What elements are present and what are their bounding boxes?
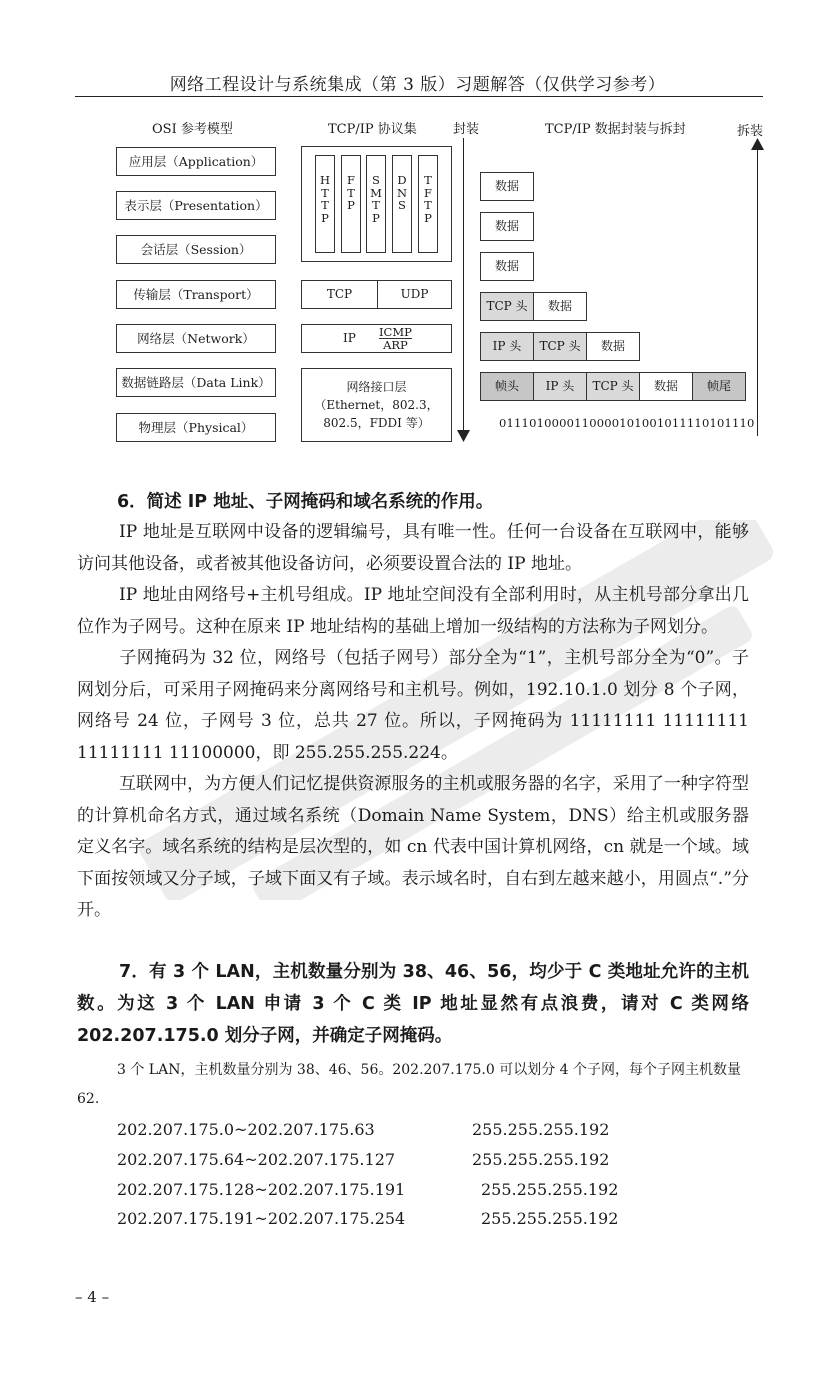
encap-arrow-head-icon bbox=[457, 430, 470, 442]
session-data-cell: 数据 bbox=[480, 252, 534, 281]
pres-data-cell: 数据 bbox=[480, 212, 534, 241]
frame-header: 帧头 bbox=[480, 372, 534, 401]
packet-ip-header: IP 头 bbox=[480, 332, 534, 361]
protocol-udp: UDP bbox=[377, 280, 452, 309]
osi-layer-network: 网络层（Network） bbox=[116, 324, 276, 353]
osi-layer-datalink: 数据链路层（Data Link） bbox=[116, 368, 276, 397]
osi-layer-presentation: 表示层（Presentation） bbox=[116, 191, 276, 220]
netif-title: 网络接口层 bbox=[346, 380, 407, 394]
decap-label: 拆装 bbox=[737, 124, 764, 139]
q6-paragraph: 互联网中，为方便人们记忆提供资源服务的主机或服务器的名字，采用了一种字符型的计算机命名方式，通过域名系统（Domain Name System，DNS）给主机或服务器定义名字。域名系统的结构是层次型的，如 cn 代表中国计算机网络，cn 就是一个域。域下面按领域又分子域，子域下面又有子域。表示域名时，自右到左越来越小，用圆点“.”分开。 bbox=[77, 774, 749, 920]
tcpip-title: TCP/IP 协议集 bbox=[328, 122, 417, 137]
protocol-label: F T P bbox=[347, 173, 355, 212]
subnet-mask: 255.255.255.192 bbox=[472, 1150, 610, 1169]
netif-line2: （Ethernet，802.3， bbox=[314, 398, 439, 412]
frame-data: 数据 bbox=[639, 372, 693, 401]
osi-layer-session: 会话层（Session） bbox=[116, 235, 276, 264]
osi-title: OSI 参考模型 bbox=[152, 122, 233, 137]
protocol-tftp bbox=[418, 155, 438, 253]
subnet-mask: 255.255.255.192 bbox=[472, 1120, 610, 1139]
decap-arrow-head-icon bbox=[751, 138, 764, 150]
q6-heading: 6．简述 IP 地址、子网掩码和域名系统的作用。 bbox=[117, 492, 494, 512]
q6-body bbox=[77, 517, 749, 927]
protocol-ip: IP bbox=[343, 331, 356, 345]
bit-stream: 0111010000110000101001011110101110 bbox=[499, 416, 755, 430]
segment-data: 数据 bbox=[533, 292, 587, 321]
q6-paragraph: IP 地址由网络号+主机号组成。IP 地址空间没有全部利用时，从主机号部分拿出几位作为子网号。这种在原来 IP 地址结构的基础上增加一级结构的方法称为子网划分。 bbox=[77, 585, 749, 637]
encap-label: 封装 bbox=[453, 122, 480, 137]
protocol-smtp bbox=[366, 155, 386, 253]
frame-ip-header: IP 头 bbox=[533, 372, 587, 401]
network-protocol-frame bbox=[301, 324, 452, 353]
page-header: 网络工程设计与系统集成（第 3 版）习题解答（仅供学习参考） bbox=[169, 75, 666, 95]
protocol-label: D N S bbox=[396, 173, 408, 212]
subnet-range: 202.207.175.0~202.207.175.63 bbox=[117, 1120, 375, 1139]
protocol-tcp: TCP bbox=[301, 280, 378, 309]
q7-heading: 7．有 3 个 LAN，主机数量分别为 38、46、56，均少于 C 类地址允许的主机数。为这 3 个 LAN 申请 3 个 C 类 IP 地址显然有点浪费，请对 C 类网络 202.207.175.0 划分子网，并确定子网掩码。 bbox=[77, 962, 749, 1046]
protocol-label: T F T P bbox=[424, 173, 432, 225]
q6-paragraph: IP 地址是互联网中设备的逻辑编号，具有唯一性。任何一台设备在互联网中，能够访问其他设备，或者被其他设备访问，必须要设置合法的 IP 地址。 bbox=[77, 522, 749, 574]
encap-title: TCP/IP 数据封装与拆封 bbox=[545, 122, 686, 137]
osi-layer-transport: 传输层（Transport） bbox=[116, 280, 276, 309]
subnet-mask: 255.255.255.192 bbox=[481, 1209, 619, 1228]
protocol-arp: ARP bbox=[379, 338, 412, 351]
segment-tcp-header: TCP 头 bbox=[480, 292, 534, 321]
subnet-mask: 255.255.255.192 bbox=[481, 1180, 619, 1199]
protocol-icmp-arp bbox=[379, 326, 412, 351]
protocol-icmp: ICMP bbox=[379, 325, 412, 339]
network-interface-layer bbox=[301, 368, 452, 442]
frame-tcp-header: TCP 头 bbox=[586, 372, 640, 401]
q7-answer: 3 个 LAN，主机数量分别为 38、46、56。202.207.175.0 可以划分 4 个子网，每个子网主机数量 62. bbox=[77, 1062, 742, 1107]
protocol-label: S M T P bbox=[370, 173, 382, 225]
encap-arrow-line bbox=[463, 138, 464, 432]
packet-tcp-header: TCP 头 bbox=[533, 332, 587, 361]
protocol-dns bbox=[392, 155, 412, 253]
subnet-range: 202.207.175.64~202.207.175.127 bbox=[117, 1150, 396, 1169]
app-data-cell: 数据 bbox=[480, 172, 534, 201]
page-number: – 4 – bbox=[75, 1288, 110, 1306]
decap-arrow-line bbox=[757, 148, 758, 436]
q6-paragraph: 子网掩码为 32 位，网络号（包括子网号）部分全为“1”，主机号部分全为“0”。子网划分后，可采用子网掩码来分离网络号和主机号。例如，192.10.1.0 划分 8 个子网，网络号 24 位，子网号 3 位，总共 27 位。所以，子网掩码为 11111111 11111111 11111111 11100000，即 255.255.255.224。 bbox=[77, 648, 749, 763]
netif-line3: 802.5，FDDI 等） bbox=[323, 416, 430, 430]
subnet-range: 202.207.175.128~202.207.175.191 bbox=[117, 1180, 406, 1199]
header-rule bbox=[75, 96, 763, 97]
protocol-ftp bbox=[341, 155, 361, 253]
packet-data: 数据 bbox=[586, 332, 640, 361]
protocol-label: H T T P bbox=[319, 173, 331, 225]
subnet-range: 202.207.175.191~202.207.175.254 bbox=[117, 1209, 406, 1228]
osi-layer-application: 应用层（Application） bbox=[116, 147, 276, 176]
osi-layer-physical: 物理层（Physical） bbox=[116, 413, 276, 442]
protocol-http bbox=[315, 155, 335, 253]
frame-trailer: 帧尾 bbox=[692, 372, 746, 401]
